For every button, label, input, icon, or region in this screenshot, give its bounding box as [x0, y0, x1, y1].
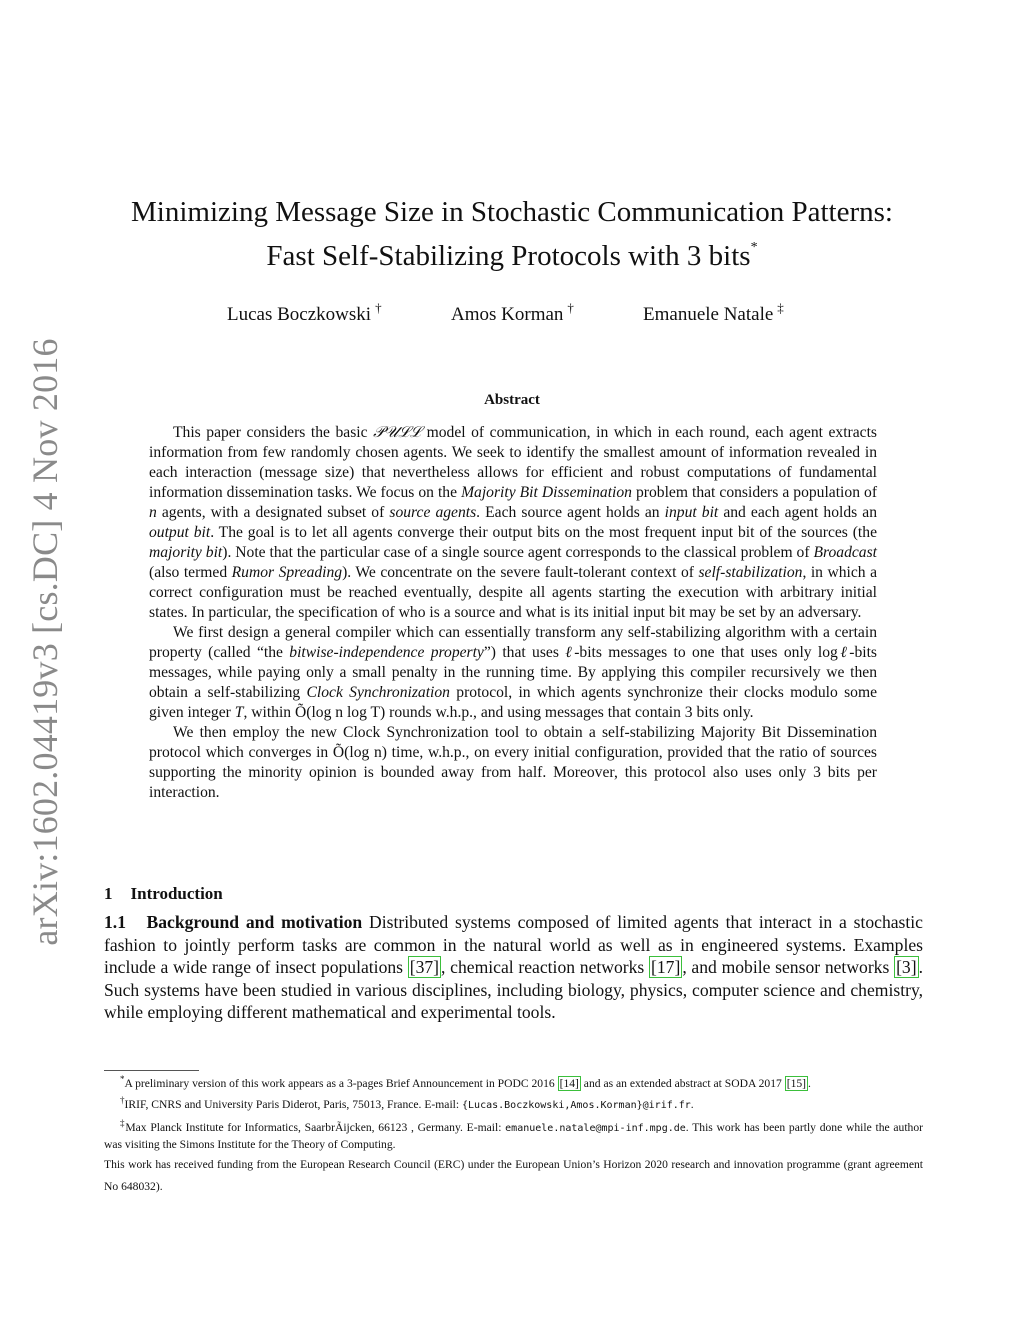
footnote-preliminary-version: *A preliminary version of this work appears as a 3-pages Brief Announcement in PODC 2016 [14] and as an extended abstract at SODA 2017 [15] .: [120, 1074, 811, 1090]
footnote-irif-affiliation: †IRIF, CNRS and University Paris Diderot, Paris, 75013, France. E-mail: {Lucas.Boczkowski,Amos.Korman}@irif.fr.: [120, 1095, 694, 1112]
email-korman-boczkowski[interactable]: {Lucas.Boczkowski,Amos.Korman}@irif.fr: [462, 1100, 691, 1112]
citation-link-37[interactable]: [37]: [409, 957, 440, 978]
email-natale[interactable]: emanuele.natale@mpi-inf.mpg.de: [505, 1122, 686, 1134]
abstract-heading: Abstract: [484, 392, 540, 408]
title-line-1: Minimizing Message Size in Stochastic Communication Patterns:: [131, 196, 893, 228]
subsection-heading: 1.1 Background and motivation: [104, 912, 363, 932]
citation-link-3[interactable]: [3]: [896, 957, 917, 978]
abstract-paragraph-1: This paper considers the basic 𝒫𝒰ℒℒ model of communication, in which in each round, each agent extracts information from few randomly chosen agents. We seek to identify the smallest amount of information revealed in each interaction (message size) that nevertheless allows for efficient and robust computations of fundamental information dissemination tasks. We focus on the Majority Bit Dissemination problem that considers a population of n agents, with a designated subset of source agents. Each source agent holds an input bit and each agent holds an output bit. The goal is to let all agents converge their output bits on the most frequent input bit of the sources (the majority bit). Note that the particular case of a single source agent corresponds to the classical problem of Broadcast (also termed Rumor Spreading). We concentrate on the severe fault-tolerant context of self-stabilization, in which a correct configuration must be reached eventually, despite all agents starting the execution with arbitrary initial states. In particular, the specification of who is a source and what is its initial input bit may be set by an adversary.: [149, 424, 878, 621]
abstract-paragraph-3: We then employ the new Clock Synchronization tool to obtain a self-stabilizing Majority Bit Dissemination protocol which converges in Õ(log n) time, w.h.p., on every initial configuration, provided that the ratio of sources supporting the minority opinion is bounded away from half. Moreover, this protocol also uses only 3 bits per interaction.: [149, 724, 877, 801]
arxiv-sidebar-stamp: [0, 338, 90, 946]
author-korman: Amos Korman †: [451, 300, 574, 325]
citation-link-15[interactable]: [15]: [786, 1076, 807, 1090]
title-line-2: Fast Self-Stabilizing Protocols with 3 bits*: [266, 240, 758, 272]
arxiv-identifier: arXiv:1602.04419v3 [cs.DC] 4 Nov 2016: [25, 338, 65, 946]
abstract-paragraph-2: We first design a general compiler which can essentially transform any self-stabilizing algorithm with a certain property (called “the bitwise-independence property”) that uses ℓ-bits messages to one that uses only logℓ-bits messages, while paying only a small penalty in the running time. By applying this compiler recursively we then obtain a self-stabilizing Clock Synchronization protocol, in which agents synchronize their clocks modulo some given integer T, within Õ(log n log T) rounds w.h.p., and using messages that contain 3 bits only.: [149, 624, 878, 721]
footnote-mpi-affiliation: ‡Max Planck Institute for Informatics, SaarbrÃijcken, 66123 , Germany. E-mail: emanuele.natale@mpi-inf.mpg.de. This work has been partly done while the author was visiting the Simons Institute for the Theory of Computing.: [104, 1117, 923, 1152]
abstract-body: [149, 423, 877, 803]
funding-acknowledgement: This work has received funding from the European Research Council (ERC) under the European Union’s Horizon 2020 research and innovation programme (grant agreement No 648032).: [104, 1157, 923, 1193]
author-list: [0, 300, 1024, 330]
citation-link-17[interactable]: [17]: [651, 957, 681, 978]
author-natale: Emanuele Natale ‡: [643, 300, 784, 325]
footnotes: [104, 1071, 923, 1198]
introduction-paragraph: 1.1 Background and motivation Distributed systems composed of limited agents that interact in a stochastic fashion to jointly perform tasks are common in the natural world as well as in engineered systems. Examples include a wide range of insect populations [37] , chemical reaction networks [17] , and mobile sensor networks [3] . Such systems have been studied in various disciplines, including biology, physics, computer science and chemistry, while employing different mathematical and experimental tools.: [104, 912, 923, 1023]
title-footnote-mark: *: [750, 240, 758, 255]
section-heading-introduction: 1 Introduction: [104, 884, 223, 903]
paper-title: [0, 194, 1024, 274]
citation-link-14[interactable]: [14]: [559, 1076, 579, 1090]
author-boczkowski: Lucas Boczkowski †: [227, 300, 382, 325]
